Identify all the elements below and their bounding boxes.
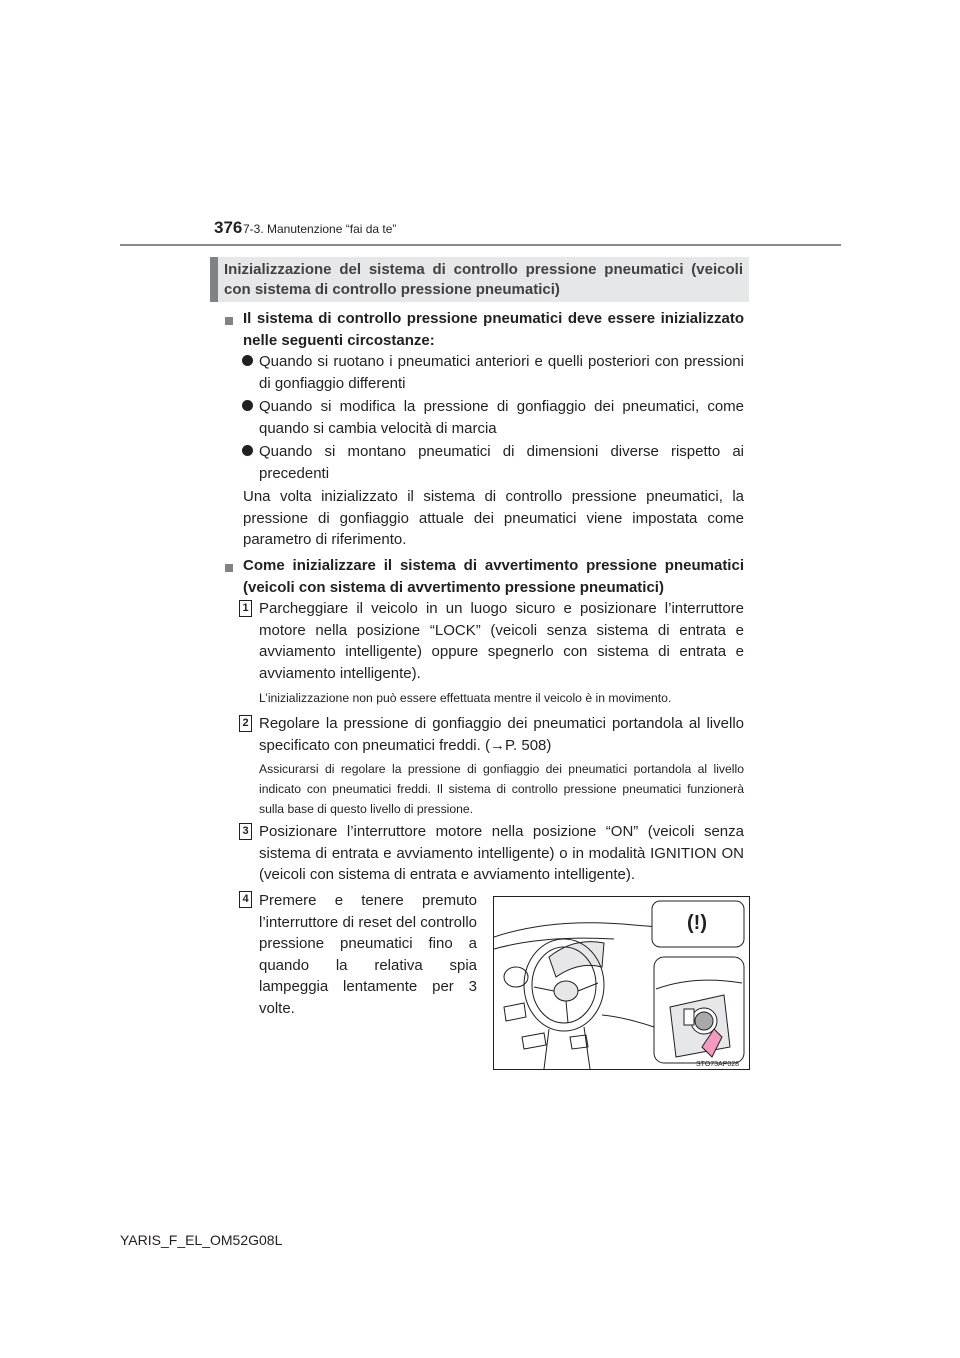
step-text-4: Premere e tenere premuto l’interruttore di reset del controllo pressione pneumatici fino a quando la relativa spia lampeggia lentamente per 3 volte. [259,892,477,1017]
section-title: Inizializzazione del sistema di controllo pressione pneumatici (veicoli con sistema di controllo pressione pneumatici) [224,261,743,298]
warning-symbol: (!) [687,912,707,934]
bullet-dot-icon [242,445,253,456]
footer-doc-code: YARIS_F_EL_OM52G08L [120,1232,283,1248]
bullet-dot-icon [242,355,253,366]
title-accent-bar [210,257,218,302]
list-item: Quando si montano pneumatici di dimensioni diverse rispetto ai precedenti [259,443,744,482]
subsection-heading-1: Il sistema di controllo pressione pneumatici deve essere inizializzato nelle seguenti circostanze: [243,310,744,349]
section-header: 7-3. Manutenzione “fai da te” [243,222,397,236]
list-item: Quando si modifica la pressione di gonfiaggio dei pneumatici, come quando si cambia velocità di marcia [259,398,744,437]
subsection-heading-2: Come inizializzare il sistema di avvertimento pressione pneumatici (veicoli con sistema di avvertimento pressione pneumatici) [243,557,744,596]
square-bullet-icon [225,317,233,325]
page-number: 376 [214,218,243,237]
square-bullet-icon [225,564,233,572]
header-divider [120,244,841,246]
step-number-1: 1 [239,600,252,617]
bullet-dot-icon [242,400,253,411]
figure-code: STO73AP028 [696,1061,740,1068]
tire-pressure-warning-icon [680,909,714,937]
step-note-1: L’inizializzazione non può essere effettuata mentre il veicolo è in movimento. [259,691,672,705]
paragraph: Una volta inizializzato il sistema di controllo pressione pneumatici, la pressione di gonfiaggio attuale dei pneumatici viene impostata come parametro di riferimento. [243,488,744,548]
step-text-1: Parcheggiare il veicolo in un luogo sicuro e posizionare l’interruttore motore nella posizione “LOCK” (veicoli senza sistema di entrata e avviamento intelligente) oppure spegnerlo con sistema di entrata e avviamento intelligente). [259,600,744,682]
section-title-box [210,257,749,302]
step-note-2: Assicurarsi di regolare la pressione di gonfiaggio dei pneumatici portandola al livello indicato con pneumatici freddi. Il sistema di controllo pressione pneumatici funzionerà sulla base di questo livello di pressione. [259,762,744,816]
step-number-3: 3 [239,823,252,840]
step-text-2: Regolare la pressione di gonfiaggio dei pneumatici portandola al livello specificato con pneumatici freddi. (→P. 508) [259,715,744,754]
dashboard-illustration [493,896,750,1070]
step-text-3: Posizionare l’interruttore motore nella posizione “ON” (veicoli senza sistema di entrata e avviamento intelligente) o in modalità IGNITION ON (veicoli con sistema di entrata e avviamento intelligente). [259,823,744,883]
list-item: Quando si ruotano i pneumatici anteriori e quelli posteriori con pressioni di gonfiaggio differenti [259,353,744,392]
step-number-2: 2 [239,715,252,732]
step-number-4: 4 [239,891,252,908]
